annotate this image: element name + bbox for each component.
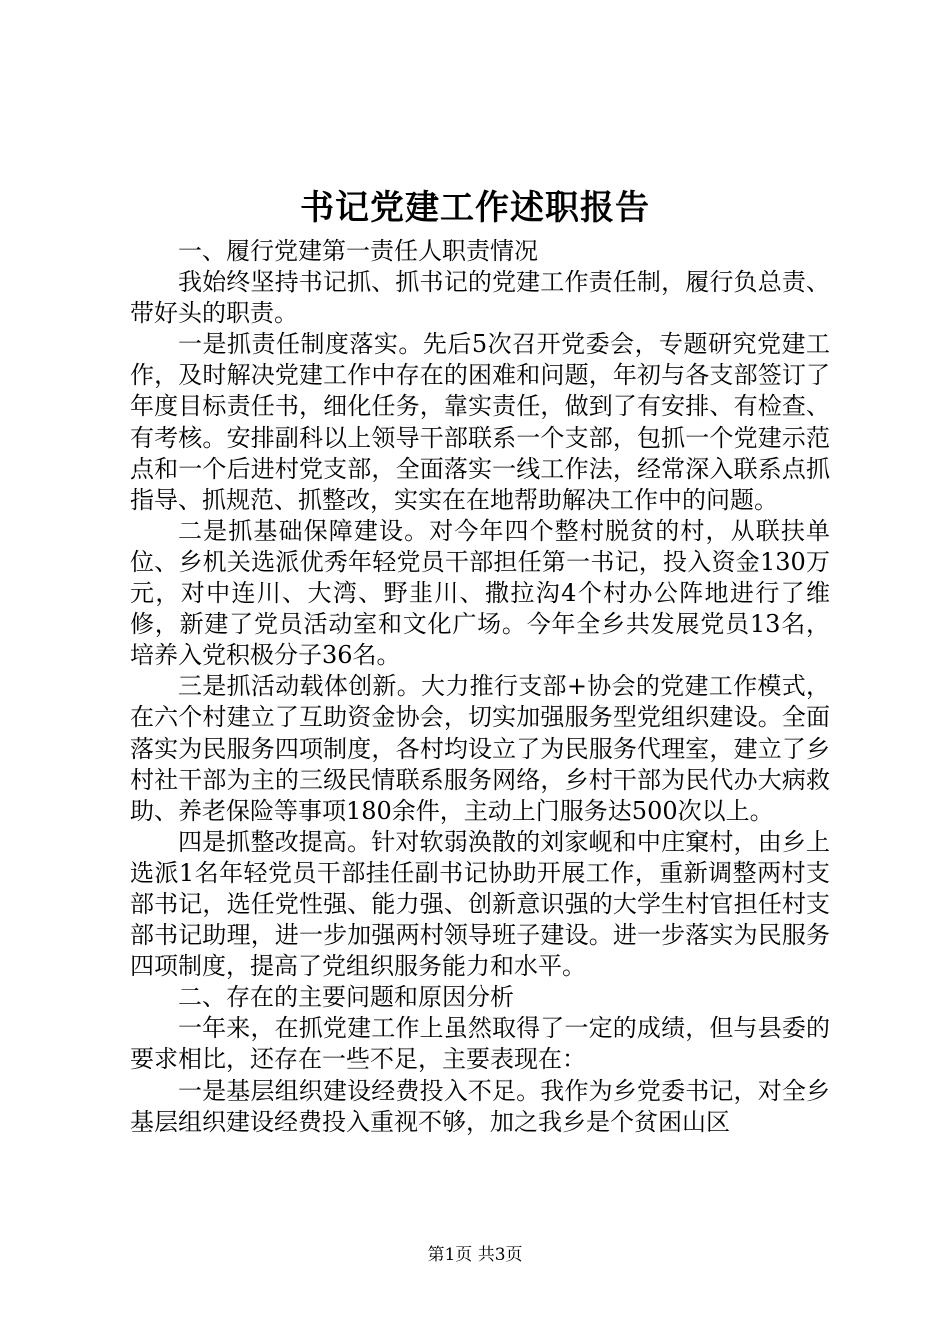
paragraph: 四是抓整改提高。针对软弱涣散的刘家岘和中庄窠村，由乡上选派1名年轻党员干部挂任副书记协助开展工作，重新调整两村支部书记，选任党性强、能力强、创新意识强的大学生村官担任村支部书记助理，进一步加强两村领导班子建设。进一步落实为民服务四项制度，提高了党组织服务能力和水平。 — [130, 827, 830, 981]
section-heading-1: 一、履行党建第一责任人职责情况 — [178, 237, 538, 265]
paragraph: 二是抓基础保障建设。对今年四个整村脱贫的村，从联扶单位、乡机关选派优秀年轻党员干部担任第一书记，投入资金130万元，对中连川、大湾、野韭川、撒拉沟4个村办公阵地进行了维修，新建了党员活动室和文化广场。今年全乡共发展党员13名，培养入党积极分子36名。 — [130, 516, 830, 670]
document-title: 书记党建工作述职报告 — [300, 188, 650, 228]
paragraph: 我始终坚持书记抓、抓书记的党建工作责任制，履行负总责、带好头的职责。 — [130, 268, 830, 328]
paragraph: 一是抓责任制度落实。先后5次召开党委会，专题研究党建工作，及时解决党建工作中存在的困难和问题，年初与各支部签订了年度目标责任书，细化任务，靠实责任，做到了有安排、有检查、有考核。安排副科以上领导干部联系一个支部，包抓一个党建示范点和一个后进村党支部，全面落实一线工作法，经常深入联系点抓指导、抓规范、抓整改，实实在在地帮助解决工作中的问题。 — [130, 330, 830, 514]
document-body — [130, 236, 830, 1138]
page-footer: 第1页 共3页 — [427, 1245, 523, 1265]
paragraph: 一是基层组织建设经费投入不足。我作为乡党委书记，对全乡基层组织建设经费投入重视不够，加之我乡是个贫困山区 — [130, 1076, 830, 1136]
paragraph: 三是抓活动载体创新。大力推行支部+协会的党建工作模式，在六个村建立了互助资金协会，切实加强服务型党组织建设。全面落实为民服务四项制度，各村均设立了为民服务代理室，建立了乡村社干部为主的三级民情联系服务网络，乡村干部为民代办大病救助、养老保险等事项180余件，主动上门服务达500次以上。 — [130, 672, 830, 825]
paragraph: 一年来，在抓党建工作上虽然取得了一定的成绩，但与县委的要求相比，还存在一些不足，主要表现在： — [130, 1014, 830, 1074]
section-heading-2: 二、存在的主要问题和原因分析 — [178, 983, 514, 1012]
